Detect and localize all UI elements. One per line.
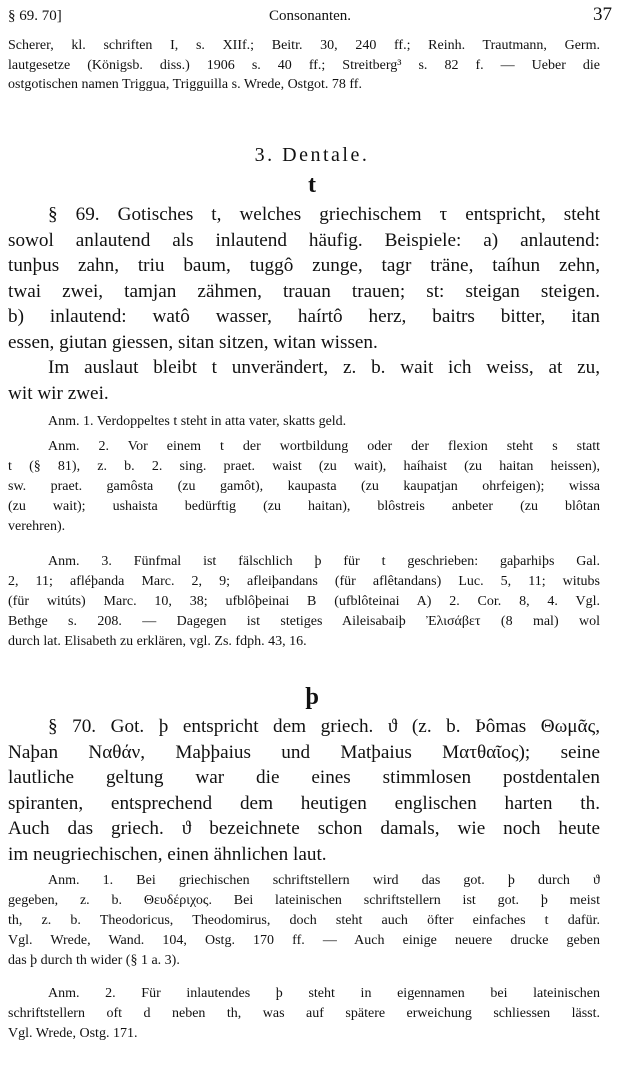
- text-line: Anm. 1. Verdoppeltes t steht in atta vater, skatts geld.: [48, 414, 347, 429]
- text-line: § 69. Gotisches t, welches griechischem τ entspricht, steht: [48, 204, 600, 225]
- text-line: b) inlautend: watô wasser, haírtô herz, baitrs bitter, itan: [8, 306, 600, 327]
- text-line: schriftstellern oft d neben th, was auf spätere erweichung schliessen lässt.: [8, 1006, 600, 1021]
- text-line: Auch das griech. ϑ bezeichnete schon damals, wie noch heute: [8, 818, 600, 839]
- note-69-1: [8, 412, 600, 432]
- paragraph-70: [8, 714, 600, 867]
- text-line: sowol anlautend als inlautend häufig. Beispiele: a) anlautend:: [8, 229, 600, 251]
- text-line: das þ durch th wider (§ 1 a. 3).: [8, 953, 180, 968]
- text-line: Anm. 1. Bei griechischen schriftstellern wird das got. þ durch ϑ: [48, 873, 600, 888]
- chapter-title: Consonanten.: [268, 8, 352, 24]
- letter-heading-t: t: [308, 172, 316, 198]
- text-line: lautgesetze (Königsb. diss.) 1906 s. 40 ff.; Streitberg³ s. 82 f. — Ueber die: [8, 57, 600, 73]
- text-line: Anm. 2. Vor einem t der wortbildung oder der flexion steht s statt: [48, 439, 600, 454]
- text-line: Vgl. Wrede, Wand. 104, Ostg. 170 ff. — Auch einige neuere drucke geben: [8, 933, 600, 948]
- text-line: Im auslaut bleibt t unverändert, z. b. wait ich weiss, at zu,: [48, 357, 600, 378]
- text-line: Anm. 2. Für inlautendes þ steht in eigennamen bei lateinischen: [48, 986, 600, 1001]
- section-heading: 3. Dentale.: [254, 144, 370, 166]
- intro-references: [8, 36, 600, 95]
- text-line: essen, giutan giessen, sitan sitzen, witan wissen.: [8, 331, 378, 353]
- paragraph-69: [8, 202, 600, 406]
- text-line: tunþus zahn, triu baum, tuggô zunge, tagr träne, taíhun zehn,: [8, 255, 600, 276]
- text-line: Bethge s. 208. — Dagegen ist stetiges Aileisabaiþ Ἐλισάβετ (8 mal) wol: [8, 614, 600, 629]
- note-70-2: [8, 984, 600, 1044]
- page-number: 37: [593, 4, 612, 25]
- text-line: wit wir zwei.: [8, 382, 109, 404]
- note-69-3: [8, 552, 600, 652]
- letter-heading-thorn: þ: [305, 684, 319, 710]
- text-line: Anm. 3. Fünfmal ist fälschlich þ für t geschrieben: gaþarhiþs Gal.: [48, 554, 600, 569]
- note-69-2: [8, 437, 600, 537]
- text-line: Vgl. Wrede, Ostg. 171.: [8, 1026, 138, 1041]
- text-line: (für witúts) Marc. 10, 38; ufblôþeinai B (ufblôteinai A) 2. Cor. 8, 4. Vgl.: [8, 594, 600, 609]
- text-line: gegeben, z. b. Θευδέριχος. Bei lateinischen schriftstellern ist got. þ meist: [8, 893, 600, 908]
- text-line: t (§ 81), z. b. 2. sing. praet. waist (zu wait), haíhaist (zu haitan heissen),: [8, 459, 600, 474]
- text-line: Scherer, kl. schriften I, s. XIIf.; Beitr. 30, 240 ff.; Reinh. Trautmann, Germ.: [8, 38, 600, 53]
- text-line: 2, 11; afléþanda Marc. 2, 9; afleiþandans (für aflêtandans) Luc. 5, 11; witubs: [8, 574, 600, 589]
- text-line: spiranten, entsprechend dem heutigen englischen harten th.: [8, 792, 600, 814]
- note-70-1: [8, 871, 600, 971]
- text-line: im neugriechischen, einen ähnlichen laut.: [8, 843, 327, 865]
- text-line: lautliche geltung war die eines stimmlosen postdentalen: [8, 767, 600, 788]
- text-line: sw. praet. gamôsta (zu gamôt), kaupasta (zu kaupatjan ohrfeigen); wissa: [8, 479, 600, 494]
- text-line: durch lat. Elisabeth zu erklären, vgl. Zs. fdph. 43, 16.: [8, 634, 307, 649]
- section-reference: § 69. 70]: [8, 8, 62, 24]
- text-line: verehren).: [8, 519, 66, 534]
- text-line: ostgotischen namen Triggua, Trigguilla s. Wrede, Ostgot. 78 ff.: [8, 77, 362, 92]
- text-line: Naþan Ναθάν, Maþþaius und Matþaius Ματθαῖος); seine: [8, 741, 600, 763]
- text-line: (zu wait); ushaista bedürftig (zu haitan), blôstreis anbeter (zu blôtan: [8, 499, 600, 514]
- text-line: twai zwei, tamjan zähmen, trauan trauen; st: steigan steigen.: [8, 280, 600, 302]
- running-head: [8, 4, 612, 30]
- text-line: § 70. Got. þ entspricht dem griech. ϑ (z. b. Þômas Θωμᾶς,: [48, 716, 600, 737]
- text-line: th, z. b. Theodoricus, Theodomirus, doch steht auch öfter einfaches t dafür.: [8, 913, 600, 928]
